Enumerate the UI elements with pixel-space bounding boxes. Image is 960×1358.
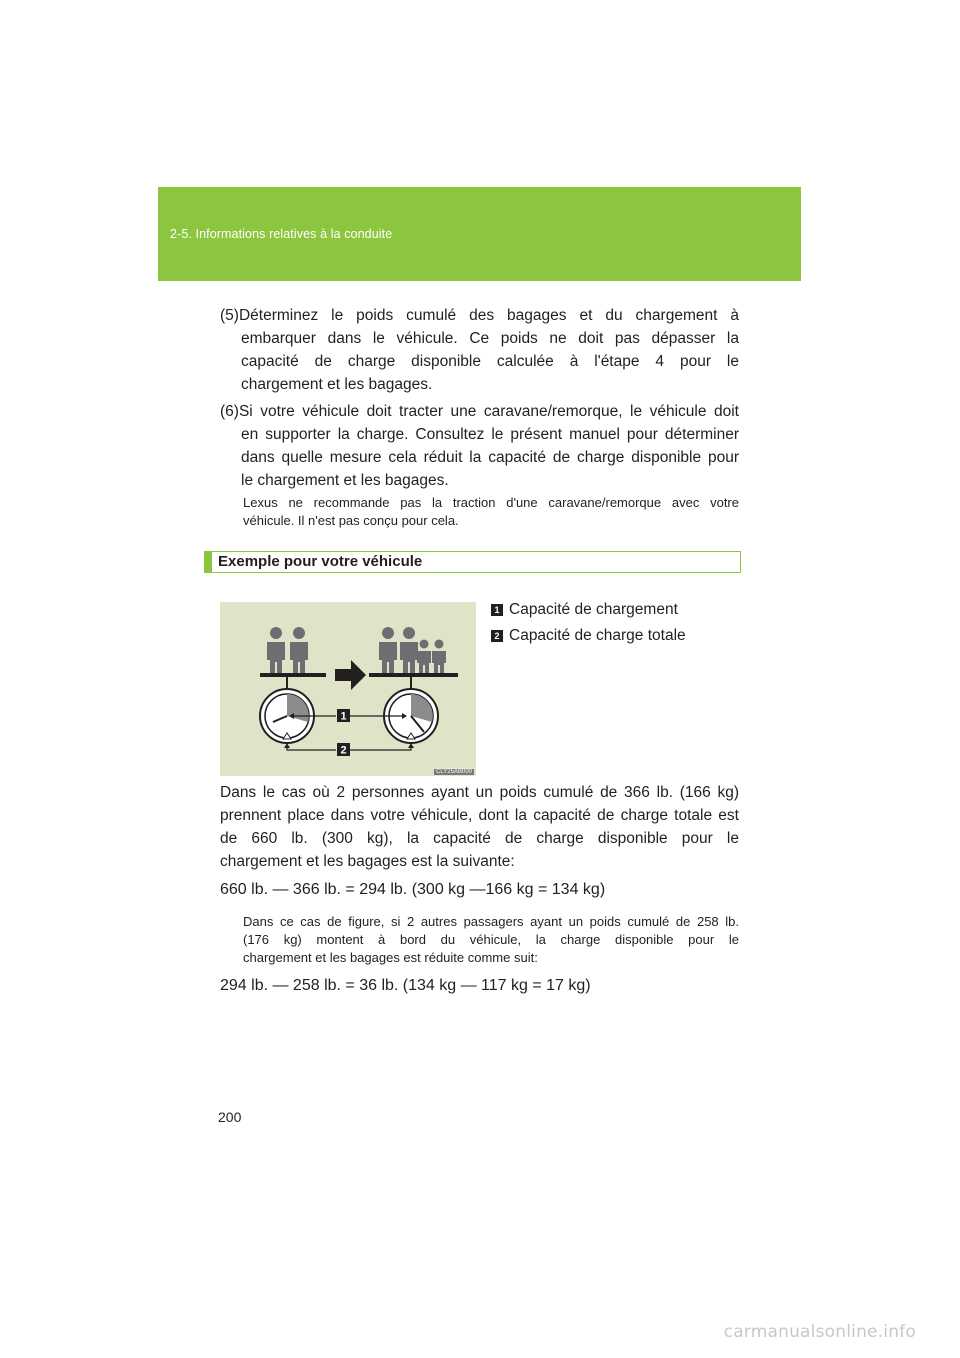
towing-note-line-2: véhicule. Il n'est pas conçu pour cela. bbox=[243, 513, 459, 528]
step-5 bbox=[220, 304, 739, 396]
example-line-2: prennent place dans votre véhicule, dont la capacité de charge totale est bbox=[220, 807, 739, 824]
step-6-line-3: dans quelle mesure cela réduit la capacité de charge disponible pour bbox=[241, 449, 739, 466]
passenger-note-line-2: (176 kg) montent à bord du véhicule, la charge disponible pour le bbox=[243, 932, 739, 947]
step-5-line-2: embarquer dans le véhicule. Ce poids ne doit pas dépasser la bbox=[241, 330, 739, 347]
example-paragraph bbox=[220, 781, 739, 873]
people-group-right bbox=[379, 627, 446, 674]
figure-code: CLY25AB000 bbox=[436, 769, 472, 775]
load-capacity-illustration bbox=[220, 602, 476, 776]
legend-badge-2: 2 bbox=[491, 630, 503, 642]
passenger-note-line-3: chargement et les bagages est réduite comme suit: bbox=[243, 950, 538, 965]
step-5-line-4: chargement et les bagages. bbox=[241, 376, 433, 393]
legend-label-1: Capacité de chargement bbox=[509, 601, 678, 618]
people-group-left bbox=[267, 627, 308, 674]
legend-item-1 bbox=[491, 600, 678, 620]
legend-label-2: Capacité de charge totale bbox=[509, 627, 686, 644]
formula-2: 294 lb. — 258 lb. = 36 lb. (134 kg — 117 kg = 17 kg) bbox=[220, 977, 591, 994]
passenger-note-line-1: Dans ce cas de figure, si 2 autres passagers ayant un poids cumulé de 258 lb. bbox=[243, 914, 739, 929]
figure-callout-1: 1 bbox=[340, 710, 347, 723]
towing-note-line-1: Lexus ne recommande pas la traction d'une caravane/remorque avec votre bbox=[243, 495, 739, 510]
step-6-line-4: le chargement et les bagages. bbox=[241, 472, 449, 489]
section-title-box bbox=[204, 551, 741, 573]
section-header-band bbox=[158, 187, 801, 281]
example-line-1: Dans le cas où 2 personnes ayant un poids cumulé de 366 lb. (166 kg) bbox=[220, 784, 739, 801]
step-5-line-1 bbox=[220, 304, 739, 327]
page-number: 200 bbox=[218, 1109, 242, 1125]
section-header-title: 2-5. Informations relatives à la conduite bbox=[170, 227, 393, 241]
figure-callout-2: 2 bbox=[340, 744, 347, 757]
formula-1: 660 lb. — 366 lb. = 294 lb. (300 kg —166 kg = 134 kg) bbox=[220, 881, 606, 898]
load-capacity-figure bbox=[220, 602, 476, 776]
step-6 bbox=[220, 400, 739, 492]
legend-item-2 bbox=[491, 626, 686, 646]
section-title-bar bbox=[205, 552, 212, 572]
step-6-first-line: Si votre véhicule doit tracter une caravane/remorque, le véhicule doit bbox=[238, 403, 739, 420]
example-line-4: chargement et les bagages est la suivante: bbox=[220, 853, 515, 870]
legend-badge-1: 1 bbox=[491, 604, 503, 616]
example-line-3: de 660 lb. (300 kg), la capacité de charge disponible pour le bbox=[220, 830, 739, 847]
step-5-number: (5) bbox=[220, 307, 239, 324]
step-6-line-2: en supporter la charge. Consultez le présent manuel pour déterminer bbox=[241, 426, 739, 443]
step-5-first-line: Déterminez le poids cumulé des bagages et du chargement à bbox=[238, 307, 739, 324]
section-title: Exemple pour votre véhicule bbox=[218, 553, 423, 570]
step-5-line-3: capacité de charge disponible calculée à l'étape 4 pour le bbox=[241, 353, 739, 370]
towing-note bbox=[243, 494, 739, 530]
step-6-number: (6) bbox=[220, 403, 239, 420]
arrow-right-icon bbox=[335, 660, 366, 690]
step-6-line-1 bbox=[220, 400, 739, 423]
passenger-note bbox=[243, 913, 739, 967]
watermark: carmanualsonline.info bbox=[723, 1322, 916, 1342]
